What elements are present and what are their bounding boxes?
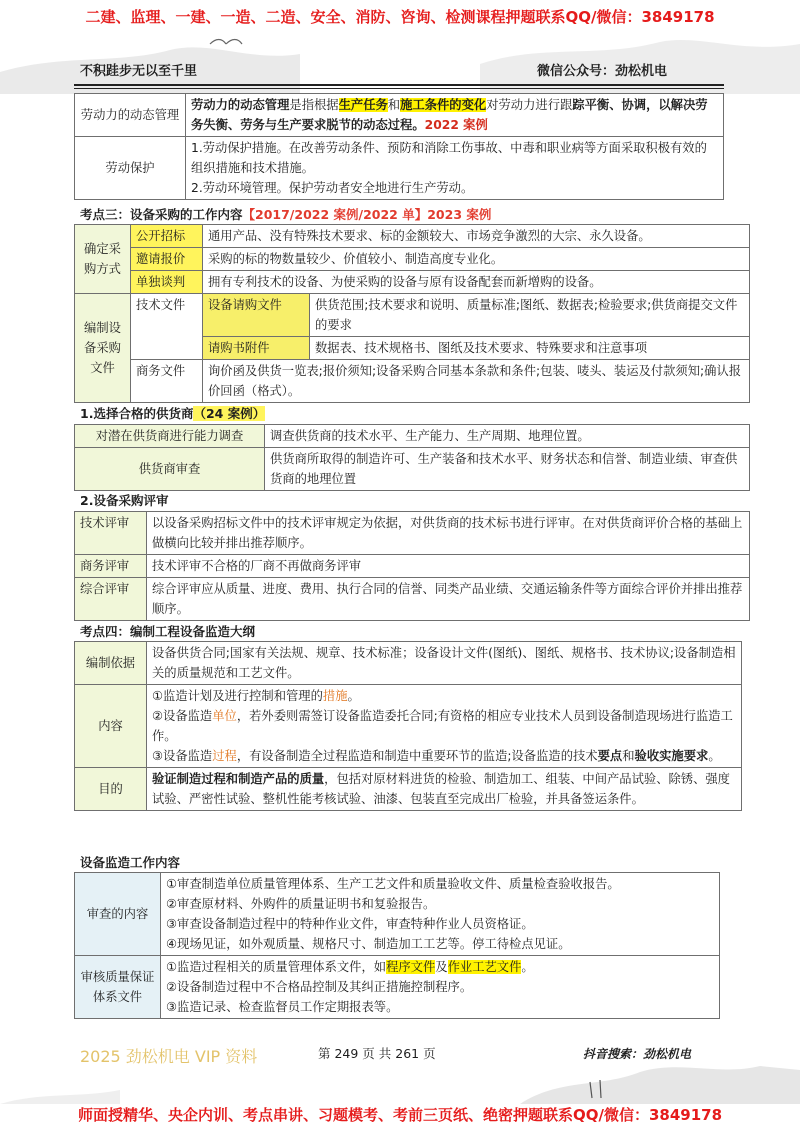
table-row	[75, 512, 750, 555]
row-content: 调查供货商的技术水平、生产能力、生产周期、地理位置。	[265, 425, 750, 448]
method-desc: 采购的标的物数量较少、价值较小、制造高度专业化。	[203, 248, 750, 271]
method-name: 公开招标	[131, 225, 203, 248]
row-label: 编制依据	[75, 642, 147, 685]
footer-brand: 2025 劲松机电 VIP 资料	[80, 1047, 258, 1066]
row-label: 劳动力的动态管理	[75, 94, 186, 137]
row-content: ①审查制造单位质量管理体系、生产工艺文件和质量验收文件、质量检查验收报告。 ②审查原材料、外购件的质量证明书和复验报告。 ③审查设备制造过程中的特种作业文件，审查特种作业人员资格证。 ④现场见证，如外观质量、规格尺寸、制造加工工艺等。停工待检点见证。	[161, 873, 720, 956]
row-content: ①监造过程相关的质量管理体系文件，如程序文件及作业工艺文件。 ②设备制造过程中不合格品控制及其纠正措施控制程序。 ③监造记录、检查监督员工作定期报表等。	[161, 956, 720, 1019]
doc-desc: 供货范围;技术要求和说明、质量标准;图纸、数据表;检验要求;供货商提交文件的要求	[310, 294, 750, 337]
page-number: 第 249 页 共 261 页	[318, 1046, 436, 1061]
table-row	[75, 294, 750, 337]
row-label: 确定采购方式	[75, 225, 131, 294]
section-heading-supplier: 1.选择合格的供货商（24 案例）	[80, 406, 266, 421]
table-row	[75, 873, 720, 956]
inspection-outline-table	[74, 641, 742, 811]
row-label: 供货商审查	[75, 448, 265, 491]
exam-tag: 2022 案例	[424, 118, 488, 132]
header-divider	[74, 84, 724, 86]
labor-management-table	[74, 93, 724, 200]
supplier-table	[74, 424, 750, 491]
review-table	[74, 511, 750, 621]
row-content: 验证制造过程和制造产品的质量，包括对原材料进货的检验、制造加工、组装、中间产品试验、除锈、强度试验、严密性试验、整机性能考核试验、油漆、包装直至完成出厂检验，并具备签运条件。	[147, 768, 742, 811]
doc-type: 技术文件	[131, 294, 203, 360]
table-row	[75, 578, 750, 621]
table-row	[75, 956, 720, 1019]
row-content: ①监造计划及进行控制和管理的措施。 ②设备监造单位，若外委则需签订设备监造委托合同;有资格的相应专业技术人员到设备制造现场进行监造工作。 ③设备监造过程，有设备制造全过程监造和制造中重要环节的监造;设备监造的技术要点和验收实施要求。	[147, 685, 742, 768]
row-content: 设备供货合同;国家有关法规、规章、技术标准；设备设计文件(图纸)、图纸、规格书、技术协议;设备制造相关的质量规范和工艺文件。	[147, 642, 742, 685]
method-name: 单独谈判	[131, 271, 203, 294]
header-divider-thin	[74, 88, 724, 89]
promo-banner-top: 二建、监理、一建、一造、二造、安全、消防、咨询、检测课程押题联系QQ/微信：3849178	[85, 8, 715, 26]
row-label: 综合评审	[75, 578, 147, 621]
table-row	[75, 271, 750, 294]
row-content: 以设备采购招标文件中的技术评审规定为依据，对供货商的技术标书进行评审。在对供货商评价合格的基础上做横向比较并排出推荐顺序。	[147, 512, 750, 555]
row-content: 劳动力的动态管理是指根据生产任务和施工条件的变化对劳动力进行跟踪平衡、协调，以解决劳务失衡、劳务与生产要求脱节的动态过程。2022 案例	[186, 94, 724, 137]
row-content: 综合评审应从质量、进度、费用、执行合同的信誉、同类产品业绩、交通运输条件等方面综合评价并排出推荐顺序。	[147, 578, 750, 621]
method-name: 邀请报价	[131, 248, 203, 271]
row-label: 内容	[75, 685, 147, 768]
procurement-table	[74, 224, 750, 403]
header-motto: 不积跬步无以至千里	[80, 64, 198, 79]
table-row	[75, 768, 742, 811]
table-row	[75, 448, 750, 491]
promo-banner-bottom: 师面授精华、央企内训、考点串讲、习题模考、考前三页纸、绝密押题联系QQ/微信：3849178	[77, 1106, 723, 1124]
table-row	[75, 225, 750, 248]
table-row	[75, 248, 750, 271]
method-desc: 通用产品、没有特殊技术要求、标的金额较大、市场竞争激烈的大宗、永久设备。	[203, 225, 750, 248]
table-row	[75, 137, 724, 200]
section-heading-work: 设备监造工作内容	[80, 855, 181, 870]
doc-desc: 数据表、技术规格书、图纸及技术要求、特殊要求和注意事项	[310, 337, 750, 360]
doc-name: 设备请购文件	[203, 294, 310, 337]
row-content: 1.劳动保护措施。在改善劳动条件、预防和消除工伤事故、中毒和职业病等方面采取积极有效的组织措施和技术措施。 2.劳动环境管理。保护劳动者安全地进行生产劳动。	[186, 137, 724, 200]
section-heading-4: 考点四：编制工程设备监造大纲	[80, 624, 256, 639]
row-content: 技术评审不合格的厂商不再做商务评审	[147, 555, 750, 578]
method-desc: 拥有专利技术的设备、为使采购的设备与原有设备配套而新增购的设备。	[203, 271, 750, 294]
row-label: 审查的内容	[75, 873, 161, 956]
inspection-work-table	[74, 872, 720, 1019]
row-label: 编制设备采购文件	[75, 294, 131, 403]
section-heading-3: 考点三：设备采购的工作内容【2017/2022 案例/2022 单】2023 案例	[80, 207, 492, 222]
doc-type: 商务文件	[131, 360, 203, 403]
row-label: 商务评审	[75, 555, 147, 578]
row-label: 对潜在供货商进行能力调查	[75, 425, 265, 448]
row-label: 技术评审	[75, 512, 147, 555]
table-row	[75, 94, 724, 137]
row-label: 审核质量保证体系文件	[75, 956, 161, 1019]
table-row	[75, 685, 742, 768]
doc-name: 请购书附件	[203, 337, 310, 360]
table-row	[75, 555, 750, 578]
ink-landscape-bottom-decoration	[0, 1058, 800, 1104]
footer-douyin: 抖音搜索：劲松机电	[583, 1047, 692, 1061]
table-row	[75, 425, 750, 448]
table-row	[75, 642, 742, 685]
table-row	[75, 360, 750, 403]
row-content: 供货商所取得的制造许可、生产装备和技术水平、财务状态和信誉、制造业绩、审查供货商的地理位置	[265, 448, 750, 491]
row-label: 劳动保护	[75, 137, 186, 200]
row-label: 目的	[75, 768, 147, 811]
section-heading-review: 2.设备采购评审	[80, 493, 169, 508]
doc-desc: 询价函及供货一览表;报价须知;设备采购合同基本条款和条件;包装、唛头、装运及付款须知;确认报价回函（格式）。	[203, 360, 750, 403]
header-wechat-account: 微信公众号：劲松机电	[537, 64, 668, 79]
